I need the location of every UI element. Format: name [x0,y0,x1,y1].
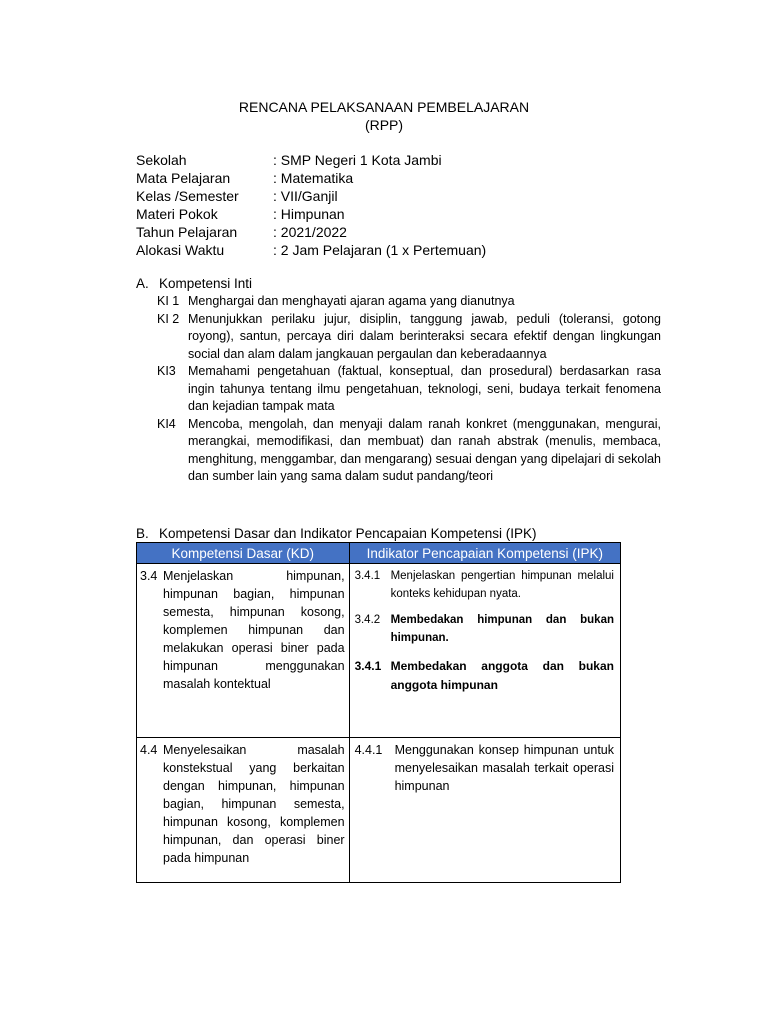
info-value: : 2 Jam Pelajaran (1 x Pertemuan) [273,242,487,258]
ipk-item [355,741,614,795]
ipk-text: Menjelaskan pengertian himpunan melalui konteks kehidupan nyata. [390,570,614,600]
identity-block [136,151,486,259]
section-b-heading [136,526,536,541]
kd-code: 3.4 [140,569,158,583]
ki-item [157,293,661,311]
info-value: : Himpunan [273,206,345,222]
ki-text: Mencoba, mengolah, dan menyaji dalam ranah konkret (menggunakan, mengurai, merangkai, memodifikasi, dan membuat) dan ranah abstrak (menulis, membaca, menghitung, menggambar, dan mengarang) sesuai dengan yang dipelajari di sekolah dan sumber lain yang sama dalam sudut pandang/teori [188,416,661,483]
table-header-row [137,543,621,564]
ipk-cell [349,738,620,883]
section-title: Kompetensi Dasar dan Indikator Pencapaian Kompetensi (IPK) [159,526,537,541]
ipk-text: Menggunakan konsep himpunan untuk menyelesaikan masalah terkait operasi himpunan [394,743,614,793]
kd-ipk-table [136,542,621,883]
info-row-tahun-pelajaran [136,223,486,241]
ipk-text: Membedakan anggota dan bukan anggota himpunan [390,659,614,692]
info-row-alokasi-waktu [136,241,486,259]
document-title: RENCANA PELAKSANAAN PEMBELAJARAN [238,99,530,115]
kompetensi-inti-list [157,293,661,486]
ki-code: KI3 [157,364,176,378]
ipk-text: Membedakan himpunan dan bukan himpunan. [390,614,614,644]
kd-text: Menjelaskan himpunan, himpunan bagian, himpunan semesta, himpunan kosong, komplemen himpunan dan melakukan operasi biner pada himpunan menggunakan masalah kontektual [163,569,345,691]
ki-code: KI 1 [157,294,180,308]
ki-text: Menunjukkan perilaku jujur, disiplin, tanggung jawab, peduli (toleransi, gotong royong), santun, percaya diri dalam berinteraksi secara efektif dengan lingkungan social dan alam dalam jangkauan pergaulan dan keberadaannya [188,311,661,361]
ipk-code: 3.4.1 [354,659,382,673]
ki-code: KI 2 [157,311,180,326]
info-row-materi-pokok [136,205,486,223]
info-row-mata-pelajaran [136,169,486,187]
section-letter: A. [136,276,149,291]
kd-cell [137,738,350,883]
kd-cell [137,564,350,738]
ki-text: Memahami pengetahuan (faktual, konseptual, dan prosedural) berdasarkan rasa ingin tahunya tentang ilmu pengetahuan, teknologi, seni, budaya terkait fenomena dan kejadian tampak mata [188,364,661,413]
kd-code: 4.4 [140,743,158,757]
info-row-sekolah [136,151,486,169]
table-header-kd: Kompetensi Dasar (KD) [137,543,350,564]
info-label: Sekolah [136,152,187,168]
info-label: Tahun Pelajaran [136,224,238,240]
document-subtitle: (RPP) [364,117,404,133]
ki-item [157,311,661,364]
kd-text: Menyelesaikan masalah konstekstual yang berkaitan dengan himpunan, himpunan bagian, himpunan semesta, himpunan kosong, komplemen himpunan, dan operasi biner pada himpunan [163,743,345,865]
ki-item [157,416,661,486]
section-a-heading [136,276,252,291]
table-row [137,738,621,883]
info-row-kelas-semester [136,187,486,205]
info-label: Mata Pelajaran [136,170,231,186]
table-header-ipk: Indikator Pencapaian Kompetensi (IPK) [349,543,620,564]
ipk-code: 4.4.1 [354,743,383,757]
ipk-item [355,657,614,695]
info-value: : SMP Negeri 1 Kota Jambi [273,152,442,168]
ipk-item [355,611,614,647]
info-label: Alokasi Waktu [136,242,225,258]
section-title: Kompetensi Inti [159,276,253,291]
ki-item [157,363,661,416]
ipk-code: 3.4.1 [354,570,381,582]
info-value: : Matematika [273,170,354,186]
ki-code: KI4 [157,416,176,431]
section-letter: B. [136,526,149,541]
info-value: : VII/Ganjil [273,188,338,204]
ki-text: Menghargai dan menghayati ajaran agama yang dianutnya [188,294,515,308]
info-value: : 2021/2022 [273,224,347,240]
ipk-cell [349,564,620,738]
ipk-item [355,567,614,603]
info-label: Materi Pokok [136,206,218,222]
info-label: Kelas /Semester [136,188,239,204]
table-row [137,564,621,738]
ipk-code: 3.4.2 [354,614,381,626]
